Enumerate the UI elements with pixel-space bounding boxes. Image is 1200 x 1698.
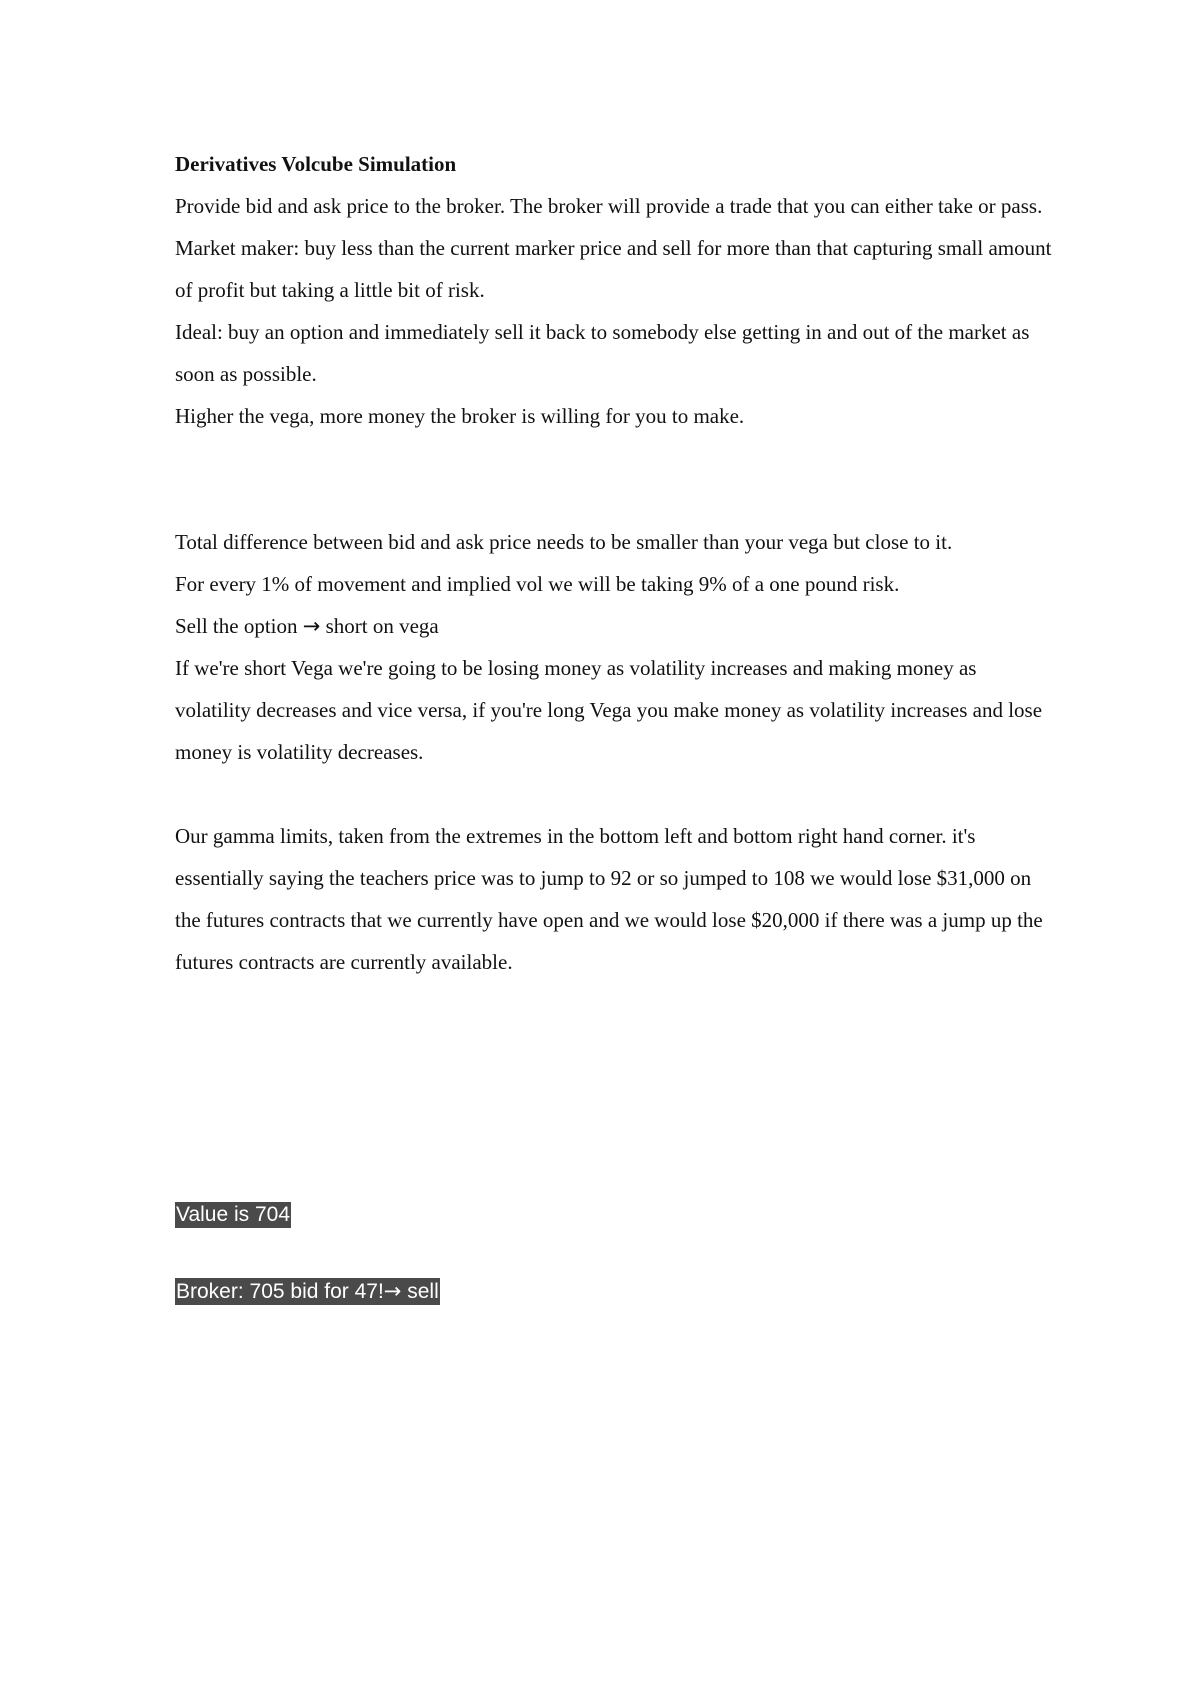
highlight-value: Value is 704 bbox=[176, 1203, 291, 1226]
sell-option-text: Sell the option bbox=[175, 614, 303, 638]
highlight-broker bbox=[175, 1278, 440, 1305]
paragraph-total-difference: Total difference between bid and ask price needs to be smaller than your vega but close to it. bbox=[175, 530, 953, 554]
right-arrow-icon: → bbox=[302, 614, 321, 638]
paragraph-ideal: Ideal: buy an option and immediately sell it back to somebody else getting in and out of the market as soon as possible. bbox=[175, 320, 1030, 386]
short-vega-text: short on vega bbox=[320, 614, 439, 638]
spacer bbox=[175, 983, 1055, 1193]
paragraph-short-vega: If we're short Vega we're going to be losing money as volatility increases and making money as volatility decreases and vice versa, if you're long Vega you make money as volatility increases and lose money is volatility decreases. bbox=[175, 656, 1043, 764]
paragraph-sell-option bbox=[175, 605, 1055, 647]
spacer bbox=[175, 1235, 1055, 1270]
paragraph-market-maker: Market maker: buy less than the current marker price and sell for more than that capturing small amount of profit but taking a little bit of risk. bbox=[175, 236, 1052, 302]
sell-text: sell bbox=[401, 1280, 439, 1303]
paragraph-gamma-limits: Our gamma limits, taken from the extremes in the bottom left and bottom right hand corner. it's essentially saying the teachers price was to jump to 92 or so jumped to 108 we would lose $31,000 on the futures contracts that we currently have open and we would lose $20,000 if there was a jump up the futures contracts are currently available. bbox=[175, 824, 1043, 974]
paragraph-bid-ask: Provide bid and ask price to the broker. The broker will provide a trade that you can either take or pass. bbox=[175, 194, 1043, 218]
spacer bbox=[175, 437, 1055, 521]
document-title: Derivatives Volcube Simulation bbox=[175, 152, 457, 176]
broker-text: Broker: 705 bid for 47! bbox=[176, 1280, 384, 1303]
spacer bbox=[175, 773, 1055, 815]
paragraph-every-percent: For every 1% of movement and implied vol we will be taking 9% of a one pound risk. bbox=[175, 572, 900, 596]
right-arrow-icon: → bbox=[383, 1279, 402, 1303]
paragraph-higher-vega: Higher the vega, more money the broker is willing for you to make. bbox=[175, 404, 745, 428]
highlight-broker-line bbox=[175, 1270, 1055, 1312]
highlight-value-line bbox=[175, 1193, 1055, 1235]
document-body bbox=[175, 143, 1055, 1312]
